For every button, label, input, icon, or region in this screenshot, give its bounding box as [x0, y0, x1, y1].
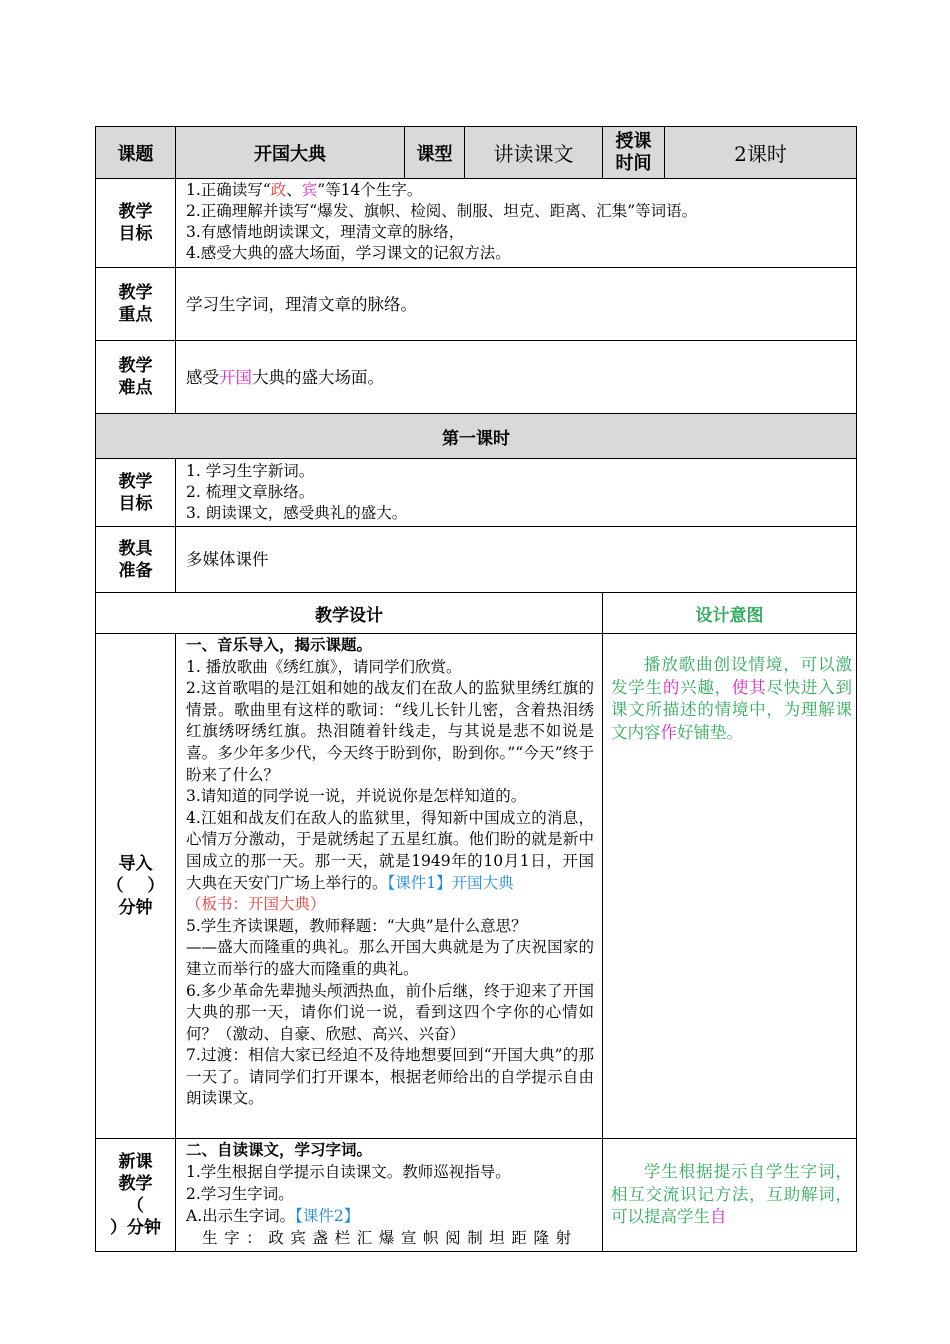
- goal-1-a: 1.正确读写“: [186, 181, 271, 199]
- key-points-label: [96, 268, 176, 341]
- difficulties-label-1: 教学: [118, 356, 153, 376]
- intro-intent-shi: 使其: [731, 677, 767, 697]
- first-lesson-title: 第一课时: [96, 414, 857, 459]
- lesson-goal-1: 1. 学习生字新词。: [186, 462, 315, 480]
- new-lesson-p2: 2.学习生字词。: [186, 1185, 294, 1203]
- time-value: 2课时: [665, 127, 857, 179]
- new-lesson-p3-text: A.出示生字词。: [186, 1207, 296, 1225]
- courseware-2-link: 【课件2】: [295, 1207, 360, 1225]
- tools-label-2: 准备: [118, 560, 153, 581]
- goal-3: 3.有感情地朗读课文，理清文章的脉络，: [186, 223, 465, 241]
- intro-heading: 一、音乐导入，揭示课题。: [186, 636, 373, 654]
- topic-value: 开国大典: [176, 127, 405, 179]
- intro-intent: [603, 634, 857, 1139]
- intro-label: [96, 634, 176, 1139]
- difficulties-highlight: 开国: [219, 367, 252, 387]
- lesson-goal-3: 3. 朗读课文，感受典礼的盛大。: [186, 504, 408, 522]
- key-points-label-2: 重点: [118, 305, 153, 325]
- design-header-row: [96, 593, 857, 634]
- new-lesson-label: [96, 1139, 176, 1252]
- first-lesson-row: [96, 414, 857, 459]
- goal-1-char-bin: 宾: [301, 181, 318, 199]
- intro-intent-de: 的: [662, 677, 681, 697]
- difficulties-row: [96, 341, 857, 414]
- design-title: 教学设计: [96, 593, 603, 634]
- goals-label-1: 教学: [118, 202, 153, 222]
- new-lesson-heading: 二、自读课文，学习字词。: [186, 1141, 373, 1159]
- goal-2: 2.正确理解并读写“爆发、旗帜、检阅、制服、坦克、距离、汇集”等词语。: [186, 202, 698, 220]
- intent-title: 设计意图: [603, 593, 857, 634]
- difficulties-a: 感受: [186, 367, 219, 387]
- tools-row: [96, 527, 857, 593]
- intro-content: [176, 634, 603, 1139]
- goal-4: 4.感受大典的盛大场面，学习课文的记叙方法。: [186, 244, 511, 262]
- key-points-row: [96, 268, 857, 341]
- new-lesson-p3: [186, 1205, 594, 1227]
- goals-label: [96, 179, 176, 268]
- intro-p5b: ——盛大而隆重的典礼。那么开国大典就是为了庆祝国家的建立而举行的盛大而隆重的典礼。: [186, 938, 594, 978]
- intro-p7: 7.过渡：相信大家已经迫不及待地想要回到“开国大典”的那一天了。请同学们打开课本，根据老师给出的自学提示自由朗读课文。: [186, 1046, 594, 1108]
- intro-p3: 3.请知道的同学说一说，并说说你是怎样知道的。: [186, 787, 527, 806]
- new-lesson-intent: [603, 1139, 857, 1252]
- key-points-content: 学习生字词，理清文章的脉络。: [176, 268, 857, 341]
- intro-p4: [186, 808, 594, 894]
- header-row: [96, 127, 857, 179]
- board-note: （板书：开国大典）: [186, 895, 326, 914]
- lesson-goals-label-2: 目标: [118, 493, 153, 514]
- intro-label-3: 分钟: [118, 898, 153, 918]
- new-lesson-label-1: 新课: [118, 1152, 153, 1172]
- intro-row: [96, 634, 857, 1139]
- courseware-1-link: 【课件1】开国大典: [387, 873, 514, 892]
- lesson-goal-2: 2. 梳理文章脉络。: [186, 483, 315, 501]
- new-lesson-intent-a: 学生根据提示自学生字词，相互交流识记方法，互助解词，可以提高学生: [611, 1162, 852, 1226]
- goal-1-char-zheng: 政: [270, 181, 287, 199]
- intro-intent-c: 尽快进入到课文所描述的情境中，为理解课文内容: [611, 677, 853, 742]
- intro-p1: 1. 播放歌曲《绣红旗》，请同学们欣赏。: [186, 657, 462, 676]
- difficulties-label: [96, 341, 176, 414]
- lesson-goals-row: [96, 459, 857, 527]
- difficulties-label-2: 难点: [118, 378, 153, 398]
- new-lesson-label-3: （: [127, 1196, 144, 1216]
- new-lesson-content: [176, 1139, 603, 1252]
- lesson-goals-label-1: 教学: [118, 471, 153, 492]
- intro-p5: 5.学生齐读课题，教师释题：“大典”是什么意思？: [186, 916, 527, 935]
- intro-intent-d: 好铺垫。: [677, 722, 743, 742]
- intro-intent-b: 兴趣，: [680, 677, 732, 697]
- type-label: 课型: [405, 127, 465, 179]
- new-lesson-intent-zi: 自: [710, 1207, 727, 1226]
- intro-intent-zuo: 作: [660, 722, 677, 742]
- new-lesson-label-2: 教学: [118, 1174, 153, 1194]
- tools-label-1: 教具: [118, 538, 153, 559]
- intro-label-1: 导入: [118, 854, 153, 874]
- new-characters: 生字：政宾盏栏汇爆宣帜阅制坦距隆射: [202, 1229, 578, 1247]
- lesson-goals-label: [96, 459, 176, 527]
- intro-p4-text: 4.江姐和战友们在敌人的监狱里，得知新中国成立的消息，心情万分激动，于是就绣起了五星红旗。他们盼的就是新中国成立的那一天。那一天，就是1949年的10月1日，开国大典在天安门广场上举行的。: [186, 808, 594, 892]
- lesson-plan-table: [95, 126, 857, 1252]
- goals-label-2: 目标: [118, 224, 153, 244]
- difficulties-c: 大典的盛大场面。: [252, 367, 384, 387]
- new-lesson-row: [96, 1139, 857, 1252]
- tools-label: [96, 527, 176, 593]
- goal-1-sep: 、: [286, 181, 302, 199]
- new-lesson-label-4: ）分钟: [110, 1218, 161, 1238]
- intro-intent-a: 播放歌曲创设情境，可以激发学生: [611, 655, 852, 697]
- time-label: [603, 127, 665, 179]
- goal-1-b: ”等14个生字。: [317, 181, 423, 199]
- goal-1: [186, 180, 848, 201]
- intro-p6: 6.多少革命先辈抛头颅洒热血，前仆后继，终于迎来了开国大典的那一天，请你们说一说，看到这四个字你的心情如何？（激动、自豪、欣慰、高兴、兴奋）: [186, 981, 594, 1043]
- goals-content: [176, 179, 857, 268]
- tools-content: 多媒体课件: [176, 527, 857, 593]
- type-value: 讲读课文: [465, 127, 603, 179]
- key-points-label-1: 教学: [118, 283, 153, 303]
- goals-row: [96, 179, 857, 268]
- difficulties-content: [176, 341, 857, 414]
- time-label-1: 授课: [615, 130, 652, 152]
- time-label-2: 时间: [615, 152, 652, 174]
- topic-label: 课题: [96, 127, 176, 179]
- intro-label-2: （ ）: [106, 876, 165, 896]
- lesson-goals-content: [176, 459, 857, 527]
- intro-p2: 2.这首歌唱的是江姐和她的战友们在敌人的监狱里绣红旗的情景。歌曲里有这样的歌词：“线儿长针儿密，含着热泪绣红旗绣呀绣红旗。热泪随着针线走，与其说是悲不如说是喜。多少年多少代，今天终于盼到你，盼到你。”“今天”终于盼来了什么？: [186, 679, 594, 784]
- new-lesson-p1: 1.学生根据自学提示自读课文。教师巡视指导。: [186, 1163, 511, 1181]
